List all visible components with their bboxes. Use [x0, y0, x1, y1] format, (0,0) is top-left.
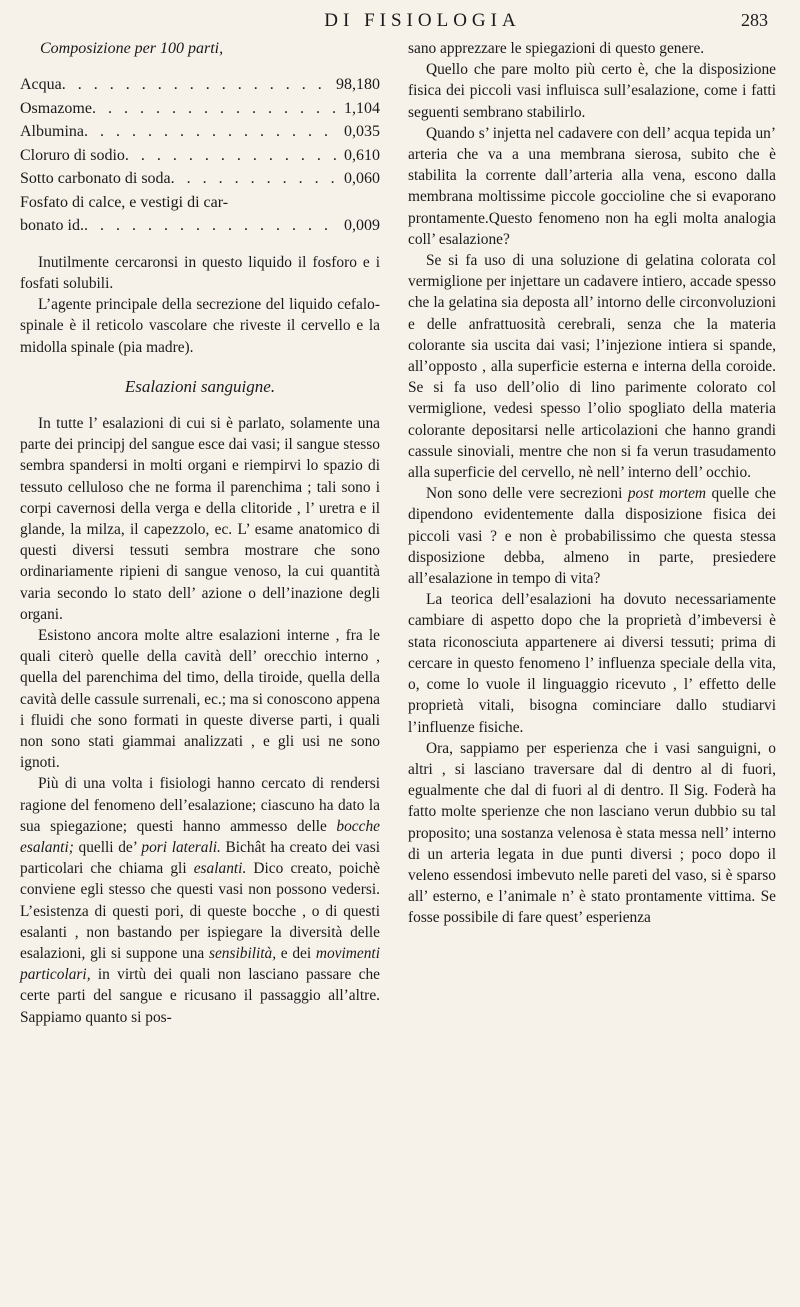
leader-dots	[92, 97, 340, 121]
component-name: Acqua	[20, 76, 62, 94]
leader-dots	[84, 120, 340, 144]
left-column	[20, 38, 380, 1028]
leader-dots	[125, 144, 340, 168]
leader-dots	[171, 167, 340, 191]
paragraph: Ora, sappiamo per esperienza che i vasi sanguigni, o altri , si lasciano traversare dal di dentro al di fuori, egualmente che dal di fuori al di dentro. Il Sig. Foderà ha fatto molte sperienze che non lasciano verun dubbio su tal proposito; una sostanza velenosa è stata messa nell’ interno di un arteria legata in due punti diversi ; poco dopo il veleno essendosi imbevuto nelle pareti del vaso, si è sparso all’ esterno, e l’animale n’ è stato prontamente vittima. Se fosse possibile di fare quest’ esperienza	[408, 739, 776, 927]
component-name-line2: bonato id.	[20, 217, 84, 235]
text-run: Dico creato, poichè conviene egli stesso che questi vasi non possono vedersi. L’esistenza di questi pori, di queste bocche , o di questi esalanti , non bastando per ispiegare la diversità delle esalazioni, gli si suppone una	[20, 860, 381, 962]
italic-term: movimenti particolari,	[20, 945, 380, 984]
component-value: 0,035	[344, 123, 380, 141]
paragraph: L’agente principale della secrezione del liquido cefalo-spinale è il reticolo vascolare che riveste il cervello e la midolla spinale (pia madre).	[20, 296, 380, 356]
text-run: quelli de’	[73, 838, 142, 856]
text-run: Più di una volta i fisiologi hanno cercato di rendersi ragione del fenomeno dell’esalazione; ciascuno ha dato la sua spiegazione; questi hanno ammesso delle	[20, 775, 380, 835]
right-column	[408, 38, 776, 929]
paragraph: Quello che pare molto più certo è, che la disposizione fisica dei piccoli vasi influisca sull’esalazione, come i fatti seguenti sembrano stabilirlo.	[408, 61, 776, 121]
text-run: Bichât ha creato dei vasi particolari che chiama gli	[20, 838, 380, 878]
leader-dots	[84, 214, 340, 238]
component-name: Osmazome	[20, 99, 92, 117]
text-run: e dei	[276, 945, 316, 962]
component-name: Sotto carbonato di soda	[20, 170, 171, 188]
paragraph	[20, 773, 380, 1027]
paragraph: sano apprezzare le spiegazioni di questo genere.	[408, 40, 705, 57]
composition-row	[20, 73, 380, 97]
text-run: in virtù dei quali non lasciano passare che certe parti del sangue e ricusano il passaggio all’altre. Sappiamo quanto si pos-	[20, 966, 380, 1026]
composition-row	[20, 191, 380, 238]
paragraph	[408, 483, 776, 589]
italic-term: sensibilità,	[208, 945, 277, 962]
paragraph: La teorica dell’esalazioni ha dovuto necessariamente cambiare di aspetto dopo che la proprietà d’imbeversi è stata riconosciuta appartenere ai diversi tessuti; prima di cercare in questo fenomeno l’ influenza speciale della vita, o, come lo vuole il linguaggio ricevuto , l’ effetto delle proprietà vitali, bisogna cominciare dallo studiarvi l’influenze fisiche.	[408, 591, 776, 736]
component-name-line1: Fosfato di calce, e vestigi di car-	[20, 193, 229, 211]
italic-term: pori laterali.	[141, 838, 221, 856]
italic-term: post mortem	[627, 485, 707, 503]
paragraph: Esistono ancora molte altre esalazioni interne , fra le quali citerò quelle della cavità dell’ orecchio interno , quella del parenchima del timo, della tiroide, quella della cavità delle cassule surrenali, ec.; ma si conoscono appena i fluidi che sono formati in queste diverse parti, i quali non sono stati giammai analizzati , e gli usi ne sono ignoti.	[20, 626, 380, 772]
component-name: Albumina	[20, 123, 84, 141]
paragraph: Se si fa uso di una soluzione di gelatina colorata col vermiglione per injettare un cadavere intiero, accade spesso che la gelatina sia deposta all’ intorno delle circonvoluzioni e delle anfrattuosità cerebrali, senza che la materia colorante sia uscita dai vasi; l’injezione intiera si spande, all’opposto , alla superficie esterna e interna della coroide. Se si fa uso dell’olio di lino parimente colorato col vermiglione, vedesi spesso l’olio spogliato della materia colorante depositarsi nelle articolazioni che hanno grandi cassule sinoviali, mentre che non si fa verun trasudamento alla superficie del cervello, nè nell’ interno dell’ occhio.	[408, 252, 776, 482]
composition-row	[20, 144, 380, 168]
paragraph: Quando s’ injetta nel cadavere con dell’ acqua tepida un’ arteria che va a una membrana sierosa, subito che è stabilita la corrente dall’arteria alla vena, escono dalla membrana moltissime piccole goccioline che si evaporano prontamente.Questo fenomeno non ha egli molta analogia coll’ esalazione?	[408, 124, 776, 248]
paragraph: In tutte l’ esalazioni di cui si è parlato, solamente una parte dei principj del sangue esce dai vasi; il sangue stesso sembra spandersi in molti organi e riempirvi lo spazio di tessuto celluloso che ne forma il parenchima ; tali sono i corpi cavernosi della verga e della clitoride , l’ uretra e il glande, la milza, il capezzolo, ec. L’ esame anatomico di questi diversi tessuti sembra mostrare che sono ordinariamente ripieni di sangue venoso, la cui quantità varia secondo lo stato dell’ azione o dell’inazione degli organi.	[20, 414, 380, 623]
composition-row	[20, 97, 380, 121]
page-number: 283	[741, 10, 768, 30]
component-value: 0,009	[344, 217, 380, 235]
running-title: DI FISIOLOGIA	[324, 10, 521, 31]
leader-dots	[62, 73, 332, 97]
italic-term: esalanti.	[193, 860, 247, 878]
composition-title: Composizione per 100 parti,	[40, 40, 224, 57]
paragraph: Inutilmente cercaronsi in questo liquido il fosforo e i fosfati solubili.	[20, 253, 380, 292]
text-run: Non sono delle vere secrezioni	[426, 485, 628, 503]
composition-row	[20, 167, 380, 191]
component-value: 98,180	[336, 76, 380, 94]
composition-row-line2	[20, 214, 380, 238]
component-name: Cloruro di sodio	[20, 146, 125, 164]
component-value: 0,060	[344, 170, 380, 188]
text-run: quelle che dipendono evidentemente dalla disposizione fisica dei piccoli vasi ? e non è probabilissimo che questa stessa disposizione debba, almeno in parte, presiedere all’esalazione in tempo di vita?	[408, 485, 777, 588]
italic-term: bocche esalanti;	[20, 817, 380, 856]
composition-row	[20, 120, 380, 144]
component-value: 1,104	[344, 99, 380, 117]
section-heading: Esalazioni sanguigne.	[124, 376, 276, 396]
composition-table	[20, 73, 380, 238]
component-value: 0,610	[344, 146, 380, 164]
